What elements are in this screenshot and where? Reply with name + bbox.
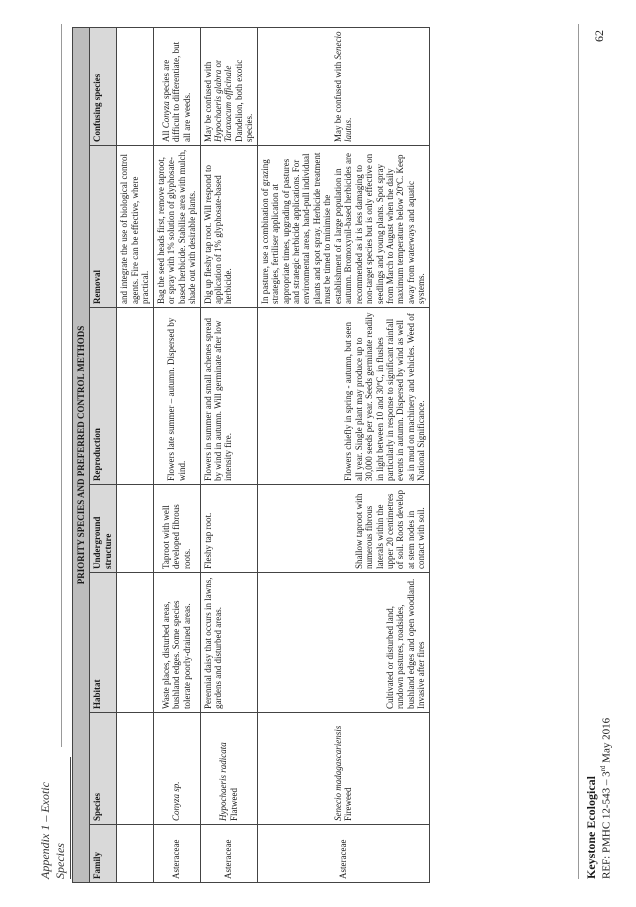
reference-text: REF: PMHC 12-543 – 3 bbox=[600, 771, 613, 879]
cell-species bbox=[200, 713, 257, 825]
priority-species-table bbox=[72, 27, 430, 883]
confusing-text: All bbox=[160, 128, 171, 142]
confusing-text: species are difficult to differentiate, but all are weeds. bbox=[160, 41, 192, 142]
cell-underground: Fleshy tap root. bbox=[200, 485, 257, 573]
cell-family: Asteraceae bbox=[153, 825, 200, 883]
confusing-text: or bbox=[212, 60, 223, 70]
table-header-row bbox=[90, 27, 117, 882]
species-latin-name: Senecio madagascariensis bbox=[332, 725, 343, 821]
table-row bbox=[200, 27, 257, 882]
cell-family: Asteraceae bbox=[200, 825, 257, 883]
confusing-latin-name: Conyza bbox=[160, 101, 171, 129]
cell-family: Asteraceae bbox=[257, 825, 429, 883]
species-common-name: Flatweed bbox=[228, 788, 239, 821]
cell-reproduction bbox=[117, 308, 153, 485]
reference-ordinal: rd bbox=[599, 765, 607, 772]
confusing-latin-name: Hypochaeris glabra bbox=[212, 69, 223, 142]
cell-family bbox=[117, 825, 153, 883]
cell-reproduction: Flowers in summer and small achenes spread by wind in autumn. Will germinate after low intensity fire. bbox=[200, 308, 257, 485]
species-latin-name: Conyza sp. bbox=[171, 781, 182, 821]
column-header-confusing-species: Confusing species bbox=[90, 27, 117, 145]
cell-habitat: Waste places, disturbed areas, bushland edges. Some species tolerate poorly-drained areas. bbox=[153, 573, 200, 713]
document-reference bbox=[599, 718, 613, 879]
cell-confusing bbox=[257, 27, 429, 145]
cell-underground: Taproot with well developed fibrous roots. bbox=[153, 485, 200, 573]
cell-reproduction: Flowers chiefly in spring - autumn, but seen all year. Single plant may produce up to 30,000 seeds per year. Seeds germinate readily in light between 10 and 30ºC, in flushes particularly in response to significant rainfall events in autumn. Dispersed by wind as well as in mud on machinery and vehicles. Weed of National Significance. bbox=[257, 308, 429, 485]
column-header-species: Species bbox=[90, 713, 117, 825]
cell-habitat: Perennial daisy that occurs in lawns, gardens and disturbed areas. bbox=[200, 573, 257, 713]
table-row bbox=[257, 27, 429, 882]
cell-removal: and integrate the use of biological control agents. Fire can be effective, where practical. bbox=[117, 146, 153, 308]
confusing-text: May be confused with bbox=[332, 59, 343, 142]
cell-removal: Dig up fleshy tap root. Will respond to application of 1% glyphosate-based herbicide. bbox=[200, 146, 257, 308]
confusing-text: Dandelion, both exotic species. bbox=[233, 59, 255, 142]
confusing-text: May be confused with bbox=[202, 61, 213, 142]
table-title: PRIORITY SPECIES AND PREFERRED CONTROL METHODS bbox=[73, 27, 90, 882]
species-latin-name: Hypochaeris radicata bbox=[218, 742, 229, 821]
column-header-habitat: Habitat bbox=[90, 573, 117, 713]
cell-underground: Shallow taproot with numerous fibrous laterals within the upper 20 centimetres of soil. Roots develop at stem nodes in contact with soil. bbox=[257, 485, 429, 573]
cell-species bbox=[257, 713, 429, 825]
page-number: 62 bbox=[592, 30, 606, 42]
cell-removal: Bag the seed heads first, remove taproot, or spray with 1% solution of glyphosate-based herbicide. Stabilise area with mulch, shade out with desirable plants. bbox=[153, 146, 200, 308]
cell-species bbox=[153, 713, 200, 825]
appendix-title: Appendix 1 – Exotic Species bbox=[38, 757, 71, 879]
confusing-text: . bbox=[343, 117, 354, 120]
cell-habitat bbox=[117, 573, 153, 713]
column-header-family: Family bbox=[90, 825, 117, 883]
cell-underground bbox=[117, 485, 153, 573]
cell-habitat: Cultivated or disturbed land, rundown pastures, roadsides, bushland edges and open woodland. Invasive after fires bbox=[257, 573, 429, 713]
cell-confusing bbox=[200, 27, 257, 145]
cell-confusing bbox=[153, 27, 200, 145]
header-divider bbox=[61, 24, 62, 747]
table-row bbox=[117, 27, 153, 882]
table-row bbox=[153, 27, 200, 882]
confusing-latin-name: Senecio lautus bbox=[332, 31, 354, 142]
cell-confusing bbox=[117, 27, 153, 145]
column-header-removal: Removal bbox=[90, 146, 117, 308]
column-header-reproduction: Reproduction bbox=[90, 308, 117, 485]
species-common-name: Fireweed bbox=[343, 787, 354, 821]
cell-species bbox=[117, 713, 153, 825]
cell-reproduction: Flowers late summer – autumn. Dispersed by wind. bbox=[153, 308, 200, 485]
reference-date: May 2016 bbox=[600, 717, 613, 766]
cell-removal: In pasture, use a combination of grazing strategies, fertiliser application at appropriate times, upgrading of pastures and strategic herbicide applications. For environmental areas, hand-pull individual plants and spot spray. Herbicide treatment must be timed to minimise the establishment of a large population in autumn. Bromoxynil-based herbicides are recommended as it is less damaging to non-target species but is only effective on seedlings and young plants. Spot spray from March to August when the daily maximum temperature below 20ºC. Keep away from waterways and aquatic systems. bbox=[257, 146, 429, 308]
column-header-underground-structure: Underground structure bbox=[90, 485, 117, 573]
footer-divider bbox=[578, 24, 579, 879]
company-name: Keystone Ecological bbox=[584, 776, 598, 879]
confusing-latin-name: Taraxacum officinale bbox=[223, 65, 234, 142]
